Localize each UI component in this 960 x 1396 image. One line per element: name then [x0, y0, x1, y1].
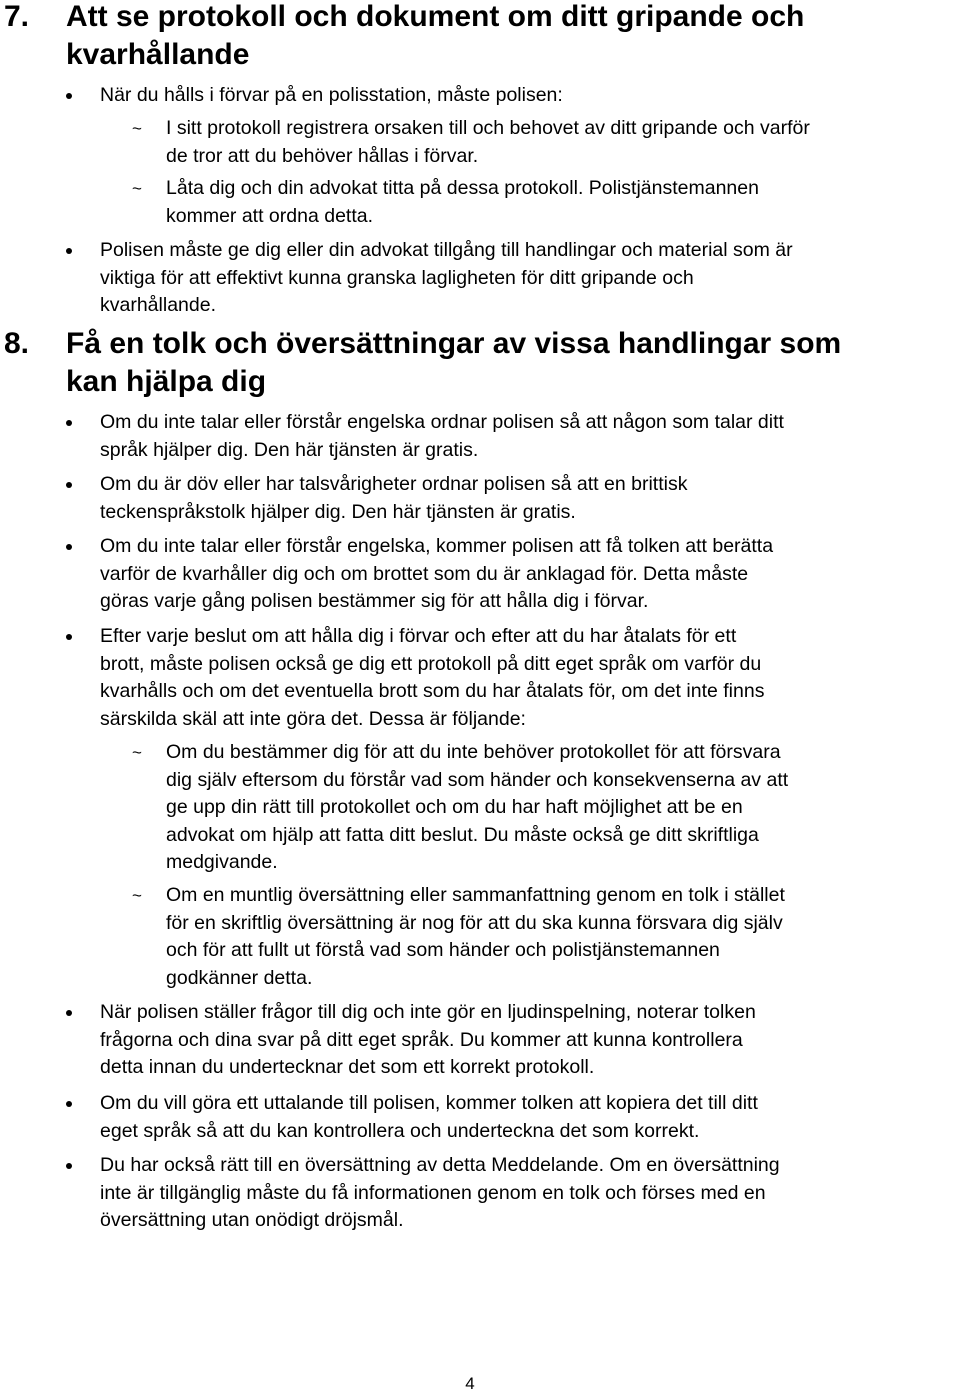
list-item-text: brott, måste polisen också ge dig ett protokoll på ditt eget språk om varför du	[100, 652, 762, 675]
bullet-dot-icon	[66, 634, 72, 640]
list-item-text: viktiga för att effektivt kunna granska lagligheten för ditt gripande och	[100, 266, 694, 289]
list-item	[0, 115, 960, 170]
list-item-text: När du hålls i förvar på en polisstation, måste polisen:	[100, 84, 563, 106]
list-item	[0, 175, 960, 230]
list-item	[0, 882, 960, 992]
tilde-icon: ~	[132, 743, 142, 762]
list-item	[0, 409, 960, 464]
tilde-icon: ~	[132, 886, 142, 905]
list-item-text: I sitt protokoll registrera orsaken till och behovet av ditt gripande och varför	[166, 117, 810, 139]
list-item-text: Om du bestämmer dig för att du inte behöver protokollet för att försvara	[166, 741, 781, 763]
list-item	[0, 1152, 960, 1235]
section-7-number: 7.	[4, 0, 30, 33]
list-item-text: detta innan du undertecknar det som ett korrekt protokoll.	[100, 1056, 595, 1078]
list-item-text: kvarhålls och om det eventuella brott som du har åtalats för, om det inte finns	[100, 680, 765, 702]
list-item-text: språk hjälper dig. Den här tjänsten är gratis.	[100, 438, 479, 461]
list-item-text: varför de kvarhåller dig och om brottet som du är anklagad för. Detta måste	[100, 562, 749, 585]
list-item-text: göras varje gång polisen bestämmer sig för att hålla dig i förvar.	[100, 590, 649, 612]
bullet-dot-icon	[66, 1101, 72, 1107]
list-item-text: Om du inte talar eller förstår engelska, kommer polisen att få tolken att berätta	[100, 535, 774, 557]
section-7-title-line-1: Att se protokoll och dokument om ditt gripande och	[66, 0, 805, 33]
bullet-dot-icon	[66, 420, 72, 426]
bullet-dot-icon	[66, 93, 72, 99]
section-8-title-line-2: kan hjälpa dig	[66, 365, 267, 398]
list-item-text: kvarhållande.	[100, 294, 216, 316]
list-item-text: ge upp din rätt till protokollet och om du har haft möjlighet att be en	[166, 796, 743, 818]
list-item-text: Om du är döv eller har talsvårigheter ordnar polisen så att en brittisk	[100, 473, 688, 495]
bullet-dot-icon	[66, 248, 72, 254]
list-item-text: inte är tillgänglig måste du få informationen genom en tolk och förses med en	[100, 1181, 766, 1204]
list-item	[0, 471, 960, 526]
section-8-heading	[0, 325, 960, 401]
list-item-text: Efter varje beslut om att hålla dig i förvar och efter att du har åtalats för ett	[100, 625, 737, 647]
list-item-text: Låta dig och din advokat titta på dessa protokoll. Polistjänstemannen	[166, 177, 759, 199]
list-item-text: Om en muntlig översättning eller sammanfattning genom en tolk i stället	[166, 884, 785, 906]
bullet-dot-icon	[66, 482, 72, 488]
list-item-text: översättning utan onödigt dröjsmål.	[100, 1209, 404, 1231]
list-item-text: eget språk så att du kan kontrollera och underteckna det som korrekt.	[100, 1119, 700, 1142]
list-item-text: När polisen ställer frågor till dig och inte gör en ljudinspelning, noterar tolken	[100, 1001, 756, 1023]
bullet-dot-icon	[66, 544, 72, 550]
list-item-text: advokat om hjälp att fatta ditt beslut. Du måste också ge ditt skriftliga	[166, 823, 759, 846]
list-item	[0, 82, 960, 110]
list-item-text: Polisen måste ge dig eller din advokat tillgång till handlingar och material som är	[100, 239, 793, 261]
section-7-heading	[0, 0, 960, 74]
list-item-text: för en skriftlig översättning är nog för att du ska kunna försvara dig själv	[166, 911, 783, 934]
section-8-number: 8.	[4, 327, 30, 360]
tilde-icon: ~	[132, 179, 142, 198]
list-item-text: Om du vill göra ett uttalande till polisen, kommer tolken att kopiera det till ditt	[100, 1092, 758, 1114]
list-item-text: de tror att du behöver hållas i förvar.	[166, 144, 479, 167]
bullet-dot-icon	[66, 1010, 72, 1016]
bullet-dot-icon	[66, 1163, 72, 1169]
list-item-text: godkänner detta.	[166, 966, 313, 989]
list-item	[0, 999, 960, 1082]
list-item-text: medgivande.	[166, 851, 278, 873]
list-item-text: Du har också rätt till en översättning av detta Meddelande. Om en översättning	[100, 1154, 780, 1176]
list-item	[0, 623, 960, 733]
list-item-text: kommer att ordna detta.	[166, 204, 374, 227]
section-8-title-line-1: Få en tolk och översättningar av vissa handlingar som	[66, 327, 842, 360]
list-item-text: frågorna och dina svar på ditt eget språk. Du kommer att kunna kontrollera	[100, 1028, 743, 1051]
list-item-text: teckenspråkstolk hjälper dig. Den här tjänsten är gratis.	[100, 500, 576, 523]
list-item	[0, 237, 960, 320]
page-number: 4	[465, 1374, 475, 1393]
section-7-title-line-2: kvarhållande	[66, 38, 250, 71]
list-item-text: Om du inte talar eller förstår engelska ordnar polisen så att någon som talar ditt	[100, 411, 784, 433]
list-item	[0, 1090, 960, 1145]
list-item	[0, 533, 960, 616]
list-item	[0, 739, 960, 877]
list-item-text: särskilda skäl att inte göra det. Dessa är följande:	[100, 707, 526, 730]
list-item-text: dig själv eftersom du förstår vad som händer och konsekvenserna av att	[166, 768, 789, 791]
tilde-icon: ~	[132, 119, 142, 138]
list-item-text: och för att fullt ut förstå vad som händer och polistjänstemannen	[166, 939, 720, 961]
